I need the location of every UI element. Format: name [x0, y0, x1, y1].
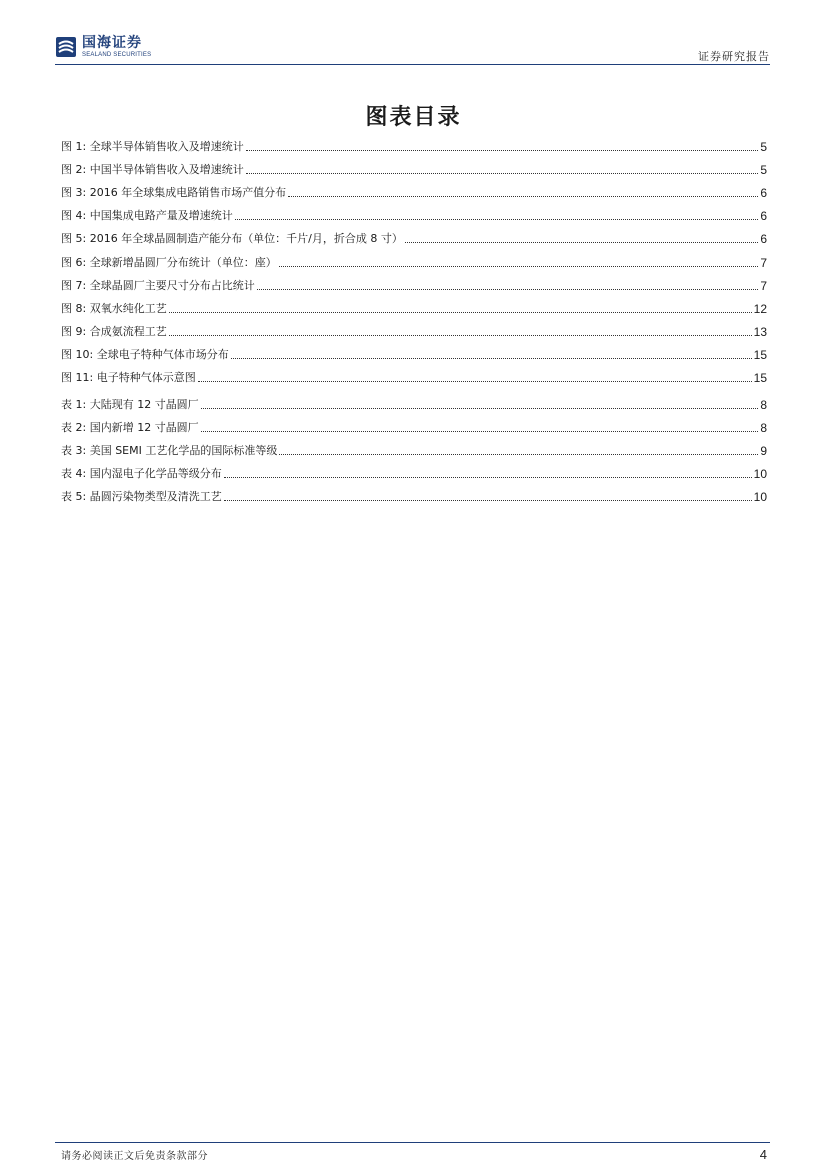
- toc-entry-label: 图 6: 全球新增晶圆厂分布统计（单位：座）: [61, 255, 277, 269]
- dot-leader: [201, 408, 759, 409]
- toc-entry-page: 7: [760, 278, 767, 293]
- dot-leader: [224, 500, 752, 501]
- figure-toc-entry[interactable]: [61, 178, 767, 201]
- figure-toc-entry[interactable]: [61, 294, 767, 317]
- toc-entry-page: 6: [760, 186, 767, 201]
- page-title: 图表目录: [365, 104, 462, 130]
- table-toc-entry[interactable]: [61, 482, 767, 505]
- table-toc-entry[interactable]: [61, 459, 767, 482]
- toc-entry-page: 15: [753, 371, 767, 386]
- dot-leader: [246, 173, 759, 174]
- figure-toc-entry[interactable]: [61, 340, 767, 363]
- toc-entry-label: 图 2: 中国半导体销售收入及增速统计: [61, 163, 244, 177]
- header-divider: [55, 64, 770, 65]
- footer-divider: [55, 1142, 770, 1143]
- sealand-logo-icon: [55, 36, 77, 58]
- toc-entry-page: 7: [760, 255, 767, 270]
- table-toc-entry[interactable]: [61, 390, 767, 413]
- table-toc-entry[interactable]: [61, 436, 767, 459]
- dot-leader: [405, 242, 758, 243]
- figure-toc-entry[interactable]: [61, 317, 767, 340]
- toc-entry-label: 图 1: 全球半导体销售收入及增速统计: [61, 140, 244, 154]
- dot-leader: [246, 150, 759, 151]
- toc-entry-label: 表 3: 美国 SEMI 工艺化学品的国际标准等级: [61, 444, 278, 458]
- toc-entry-page: 8: [760, 421, 767, 436]
- toc-entry-page: 10: [753, 490, 767, 505]
- toc-entry-label: 图 4: 中国集成电路产量及增速统计: [61, 209, 233, 223]
- dot-leader: [235, 219, 759, 220]
- toc-entry-page: 9: [760, 444, 767, 459]
- toc-entry-page: 12: [753, 301, 767, 316]
- page-number: 4: [759, 1147, 767, 1162]
- figure-toc-entry[interactable]: [61, 271, 767, 294]
- report-type-label: 证券研究报告: [698, 50, 770, 63]
- toc-entry-label: 表 5: 晶圆污染物类型及清洗工艺: [61, 490, 222, 504]
- toc-entry-label: 表 4: 国内湿电子化学品等级分布: [61, 467, 222, 481]
- table-list: [61, 390, 767, 505]
- toc-entry-page: 5: [760, 163, 767, 178]
- toc-entry-label: 图 10: 全球电子特种气体市场分布: [61, 347, 229, 361]
- toc-entry-page: 5: [760, 140, 767, 155]
- page-header: [55, 30, 770, 65]
- figure-toc-entry[interactable]: [61, 224, 767, 247]
- toc-entry-label: 图 8: 双氧水纯化工艺: [61, 301, 167, 315]
- dot-leader: [257, 289, 759, 290]
- figure-toc-entry[interactable]: [61, 132, 767, 155]
- toc-entry-page: 8: [760, 398, 767, 413]
- dot-leader: [279, 266, 759, 267]
- toc-entry-label: 表 2: 国内新增 12 寸晶圆厂: [61, 421, 199, 435]
- logo-chinese-name: 国海证券: [82, 35, 142, 51]
- dot-leader: [198, 381, 752, 382]
- company-logo: [55, 36, 151, 58]
- toc-entry-label: 表 1: 大陆现有 12 寸晶圆厂: [61, 398, 199, 412]
- figure-toc-entry[interactable]: [61, 201, 767, 224]
- toc-entry-page: 13: [753, 324, 767, 339]
- dot-leader: [169, 335, 752, 336]
- dot-leader: [224, 477, 752, 478]
- logo-english-name: SEALAND SECURITIES: [82, 52, 152, 58]
- toc-entry-page: 6: [760, 209, 767, 224]
- dot-leader: [201, 431, 759, 432]
- toc-entry-page: 15: [753, 347, 767, 362]
- table-toc-entry[interactable]: [61, 413, 767, 436]
- disclaimer-note: 请务必阅读正文后免责条款部分: [61, 1151, 208, 1162]
- toc-entry-label: 图 7: 全球晶圆厂主要尺寸分布占比统计: [61, 278, 255, 292]
- toc-entry-label: 图 9: 合成氨流程工艺: [61, 324, 167, 338]
- dot-leader: [231, 358, 752, 359]
- dot-leader: [169, 312, 752, 313]
- toc-entry-label: 图 3: 2016 年全球集成电路销售市场产值分布: [61, 186, 287, 200]
- toc-entry-page: 10: [753, 467, 767, 482]
- dot-leader: [279, 454, 758, 455]
- toc-entry-label: 图 11: 电子特种气体示意图: [61, 371, 196, 385]
- dot-leader: [288, 196, 758, 197]
- toc-entry-label: 图 5: 2016 年全球晶圆制造产能分布（单位：千片/月，折合成 8 寸）: [61, 232, 403, 246]
- figure-toc-entry[interactable]: [61, 155, 767, 178]
- figure-toc-entry[interactable]: [61, 247, 767, 270]
- figure-list: [61, 132, 767, 386]
- toc-entry-page: 6: [760, 232, 767, 247]
- figure-toc-entry[interactable]: [61, 363, 767, 386]
